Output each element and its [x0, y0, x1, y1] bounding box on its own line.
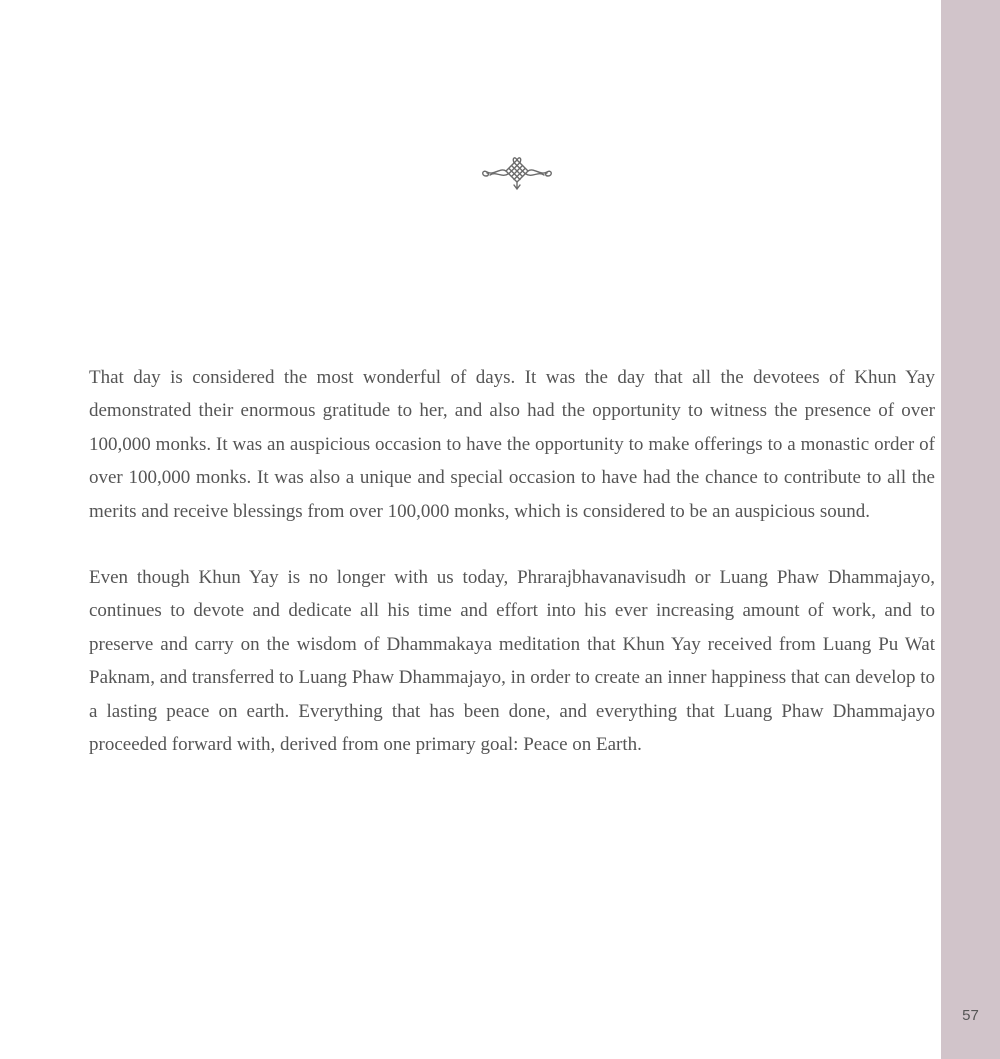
paragraph-1: That day is considered the most wonderful of days. It was the day that all the devotees of Khun Yay demonstrated their enormous gratitude to her, and also had the opportunity to witness the presence of over 100,000 monks. It was an auspicious occasion to have the opportunity to make offerings to a monastic order of over 100,000 monks. It was also a unique and special occasion to have had the chance to contribute to all the merits and receive blessings from over 100,000 monks, which is considered to be an auspicious sound. [89, 367, 935, 522]
side-color-band [941, 0, 1000, 1059]
paragraph-2: Even though Khun Yay is no longer with us today, Phrarajbhavanavisudh or Luang Phaw Dhammajayo, continues to devote and dedicate all his time and effort into his ever increasing amount of work, and to preserve and carry on the wisdom of Dhammakaya meditation that Khun Yay received from Luang Pu Wat Paknam, and transferred to Luang Phaw Dhammajayo, in order to create an inner happiness that can develop to a lasting peace on earth. Everything that has been done, and everything that Luang Phaw Dhammajayo proceeded forward with, derived from one primary goal: Peace on Earth. [89, 567, 935, 756]
page-number: 57 [962, 1007, 979, 1024]
endless-knot-flourish-icon [478, 154, 556, 196]
body-text [89, 361, 935, 794]
